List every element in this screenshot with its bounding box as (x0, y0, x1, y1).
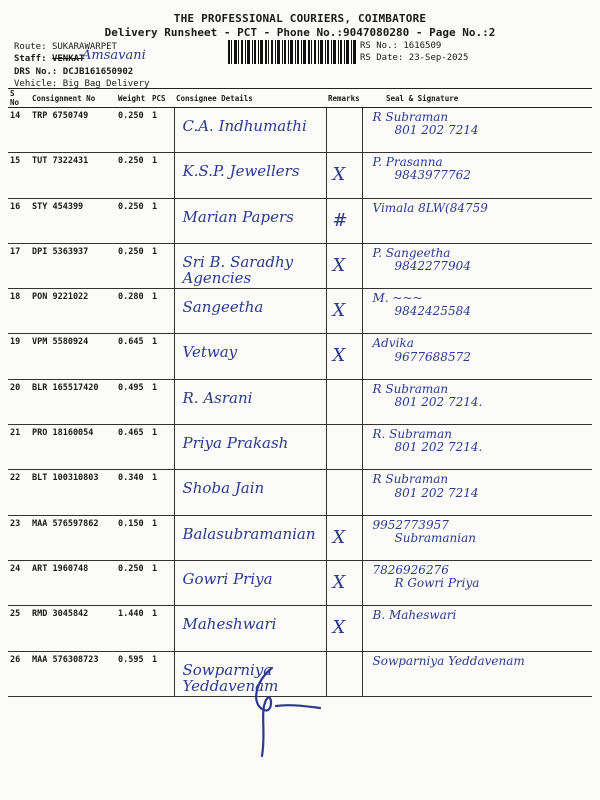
row-remarks (326, 108, 362, 153)
consignee-handwritten: R. Asrani (182, 388, 253, 407)
remark-mark: X (332, 254, 346, 276)
row-seal-signature (362, 651, 592, 696)
row-consignee-details (174, 515, 326, 560)
row-consignment-no: MAA 576597862 (30, 515, 116, 560)
row-consignment-no: PON 9221022 (30, 289, 116, 334)
runsheet-table (8, 88, 592, 697)
consignee-handwritten: Sangeetha (182, 298, 264, 317)
vehicle-value: Big Bag Delivery (62, 79, 150, 89)
row-seal-signature (362, 606, 592, 651)
row-sno: 25 (8, 606, 30, 651)
seal-signature-line-1: Advika (372, 336, 414, 351)
row-consignment-no: ART 1960748 (30, 560, 116, 605)
consignee-handwritten: K.S.P. Jewellers (182, 162, 300, 181)
table-row (8, 379, 592, 424)
table-row (8, 334, 592, 379)
seal-signature-line-1: B. Maheswari (372, 608, 457, 623)
seal-signature-line-2: 801 202 7214. (394, 394, 483, 409)
row-remarks (326, 515, 362, 560)
seal-signature-line-1: R Subraman (372, 110, 449, 124)
row-weight: 0.280 (116, 289, 150, 334)
row-weight: 0.250 (116, 560, 150, 605)
seal-signature-line-2: R Gowri Priya (394, 576, 480, 591)
row-weight: 0.645 (116, 334, 150, 379)
row-sno: 21 (8, 425, 30, 470)
consignee-handwritten: Sri B. Saradhy Agencies (182, 252, 294, 288)
row-sno: 20 (8, 379, 30, 424)
row-pcs: 1 (150, 153, 174, 198)
row-consignment-no: DPI 5363937 (30, 243, 116, 288)
route-label: Route: (14, 42, 47, 52)
seal-signature-line-2: 9677688572 (394, 349, 471, 364)
seal-signature-line-1: R Subraman (372, 381, 449, 396)
row-weight: 0.250 (116, 108, 150, 153)
table-row (8, 425, 592, 470)
row-weight: 0.150 (116, 515, 150, 560)
staff-label: Staff: (14, 54, 47, 64)
row-remarks (326, 153, 362, 198)
row-pcs: 1 (150, 560, 174, 605)
row-consignee-details (174, 153, 326, 198)
row-consignee-details (174, 108, 326, 153)
row-pcs: 1 (150, 198, 174, 243)
rs-no-label: RS No.: (360, 41, 398, 51)
row-pcs: 1 (150, 470, 174, 515)
row-seal-signature (362, 289, 592, 334)
table-row (8, 289, 592, 334)
row-consignee-details (174, 198, 326, 243)
row-pcs: 1 (150, 606, 174, 651)
row-remarks (326, 606, 362, 651)
consignee-handwritten: Shoba Jain (182, 479, 265, 498)
staff-line (14, 54, 84, 64)
consignee-handwritten: Marian Papers (182, 207, 294, 226)
row-sno: 24 (8, 560, 30, 605)
row-remarks (326, 379, 362, 424)
table-row (8, 560, 592, 605)
row-pcs: 1 (150, 334, 174, 379)
row-consignee-details (174, 289, 326, 334)
row-consignment-no: BLR 165517420 (30, 379, 116, 424)
row-consignment-no: PRO 18160054 (30, 425, 116, 470)
row-seal-signature (362, 379, 592, 424)
col-header-pcs: PCS (150, 89, 174, 108)
table-row (8, 243, 592, 288)
row-weight: 0.465 (116, 425, 150, 470)
row-sno: 26 (8, 651, 30, 696)
row-consignment-no: RMD 3045842 (30, 606, 116, 651)
seal-signature-line-2: 801 202 7214 (394, 485, 479, 500)
row-pcs: 1 (150, 243, 174, 288)
drs-value: DCJB161650902 (62, 67, 134, 77)
row-sno: 18 (8, 289, 30, 334)
seal-signature-line-2: 801 202 7214 (394, 123, 479, 138)
remark-mark: X (332, 526, 346, 548)
seal-signature-line-1: R. Subraman (372, 427, 452, 442)
row-weight: 1.440 (116, 606, 150, 651)
seal-signature-line-1: R Subraman (372, 472, 449, 487)
seal-signature-line-1: P. Prasanna (372, 155, 443, 170)
remark-mark: # (332, 209, 348, 231)
col-header-weight: Weight (116, 89, 150, 108)
row-weight: 0.250 (116, 198, 150, 243)
seal-signature-line-1: 7826926276 (372, 562, 449, 577)
row-weight: 0.250 (116, 153, 150, 198)
row-remarks (326, 425, 362, 470)
drs-label: DRS No.: (14, 67, 58, 77)
consignee-handwritten: Priya Prakash (182, 434, 289, 453)
row-seal-signature (362, 243, 592, 288)
row-seal-signature (362, 470, 592, 515)
table-row (8, 108, 592, 153)
row-seal-signature (362, 108, 592, 153)
remark-mark: X (332, 345, 346, 367)
row-seal-signature (362, 334, 592, 379)
table-row (8, 198, 592, 243)
remark-mark: X (332, 571, 346, 593)
row-remarks (326, 289, 362, 334)
row-remarks (326, 334, 362, 379)
row-pcs: 1 (150, 651, 174, 696)
row-sno: 14 (8, 108, 30, 153)
remark-mark: X (332, 300, 346, 322)
seal-signature-line-2: Subramanian (394, 530, 477, 545)
seal-signature-line-2: 801 202 7214. (394, 440, 483, 455)
rs-date-label: RS Date: (360, 53, 404, 63)
consignee-handwritten: Sowparniya Yeddavenam (182, 660, 279, 696)
seal-signature-line-1: Vimala 8LW(84759 (372, 200, 488, 215)
consignee-handwritten: Balasubramanian (182, 524, 316, 543)
drs-line (14, 67, 133, 77)
table-header-row (8, 89, 592, 108)
row-consignee-details (174, 243, 326, 288)
row-consignee-details (174, 334, 326, 379)
seal-signature-line-1: M. ~~~ (372, 291, 423, 306)
row-consignee-details (174, 606, 326, 651)
vehicle-label: Vehicle: (14, 79, 58, 89)
barcode-icon (228, 40, 356, 64)
document-subtitle: Delivery Runsheet - PCT - Phone No.:9047080280 - Page No.:2 (104, 26, 496, 39)
row-pcs: 1 (150, 379, 174, 424)
row-consignee-details (174, 470, 326, 515)
row-sno: 23 (8, 515, 30, 560)
row-consignment-no: MAA 576308723 (30, 651, 116, 696)
row-consignment-no: STY 454399 (30, 198, 116, 243)
row-sno: 15 (8, 153, 30, 198)
row-sno: 17 (8, 243, 30, 288)
row-remarks (326, 651, 362, 696)
seal-signature-line-1: 9952773957 (372, 517, 449, 532)
route-value: SUKARAWARPET (51, 42, 117, 52)
col-header-seal: Seal & Signature (362, 89, 592, 108)
remark-mark: X (332, 164, 346, 186)
col-header-consignment: Consignment No (30, 89, 116, 108)
row-weight: 0.340 (116, 470, 150, 515)
row-remarks (326, 470, 362, 515)
row-seal-signature (362, 198, 592, 243)
row-seal-signature (362, 515, 592, 560)
seal-signature-line-2: 9842425584 (394, 304, 471, 319)
row-remarks (326, 198, 362, 243)
rs-date-line (360, 53, 468, 63)
row-weight: 0.595 (116, 651, 150, 696)
consignee-handwritten: Maheshwari (182, 615, 277, 634)
row-weight: 0.495 (116, 379, 150, 424)
row-pcs: 1 (150, 515, 174, 560)
document-title: THE PROFESSIONAL COURIERS, COIMBATORE (173, 12, 427, 25)
row-sno: 19 (8, 334, 30, 379)
row-remarks (326, 560, 362, 605)
table-row (8, 470, 592, 515)
remark-mark: X (332, 617, 346, 639)
rs-no-line (360, 41, 441, 51)
row-remarks (326, 243, 362, 288)
row-pcs: 1 (150, 289, 174, 334)
seal-signature-line-2: 9843977762 (394, 168, 471, 183)
seal-signature-line-1: P. Sangeetha (372, 245, 451, 260)
handwritten-signature (238, 660, 322, 760)
row-consignment-no: TUT 7322431 (30, 153, 116, 198)
row-sno: 16 (8, 198, 30, 243)
rs-date-value: 23-Sep-2025 (408, 53, 469, 63)
row-pcs: 1 (150, 425, 174, 470)
row-seal-signature (362, 425, 592, 470)
row-consignment-no: BLT 100310803 (30, 470, 116, 515)
col-header-remarks: Remarks (326, 89, 362, 108)
row-seal-signature (362, 153, 592, 198)
row-consignee-details (174, 425, 326, 470)
seal-signature-line-2: 9842277904 (394, 259, 471, 274)
row-pcs: 1 (150, 108, 174, 153)
col-header-consignee: Consignee Details (174, 89, 326, 108)
seal-signature-line-1: Sowparniya Yeddavenam (372, 653, 525, 668)
consignee-handwritten: Vetway (182, 343, 238, 362)
consignee-handwritten: C.A. Indhumathi (182, 117, 307, 135)
consignee-handwritten: Gowri Priya (182, 569, 273, 588)
row-weight: 0.250 (116, 243, 150, 288)
row-consignee-details (174, 379, 326, 424)
rs-no-value: 1616509 (403, 41, 442, 51)
table-row (8, 515, 592, 560)
staff-handwritten: Amsavani (82, 48, 146, 63)
row-consignee-details (174, 560, 326, 605)
row-sno: 22 (8, 470, 30, 515)
table-row (8, 606, 592, 651)
row-consignment-no: TRP 6750749 (30, 108, 116, 153)
col-header-sno: S No (8, 89, 30, 108)
row-seal-signature (362, 560, 592, 605)
row-consignment-no: VPM 5580924 (30, 334, 116, 379)
staff-struck-value: VENKAT (51, 54, 85, 64)
table-row (8, 153, 592, 198)
